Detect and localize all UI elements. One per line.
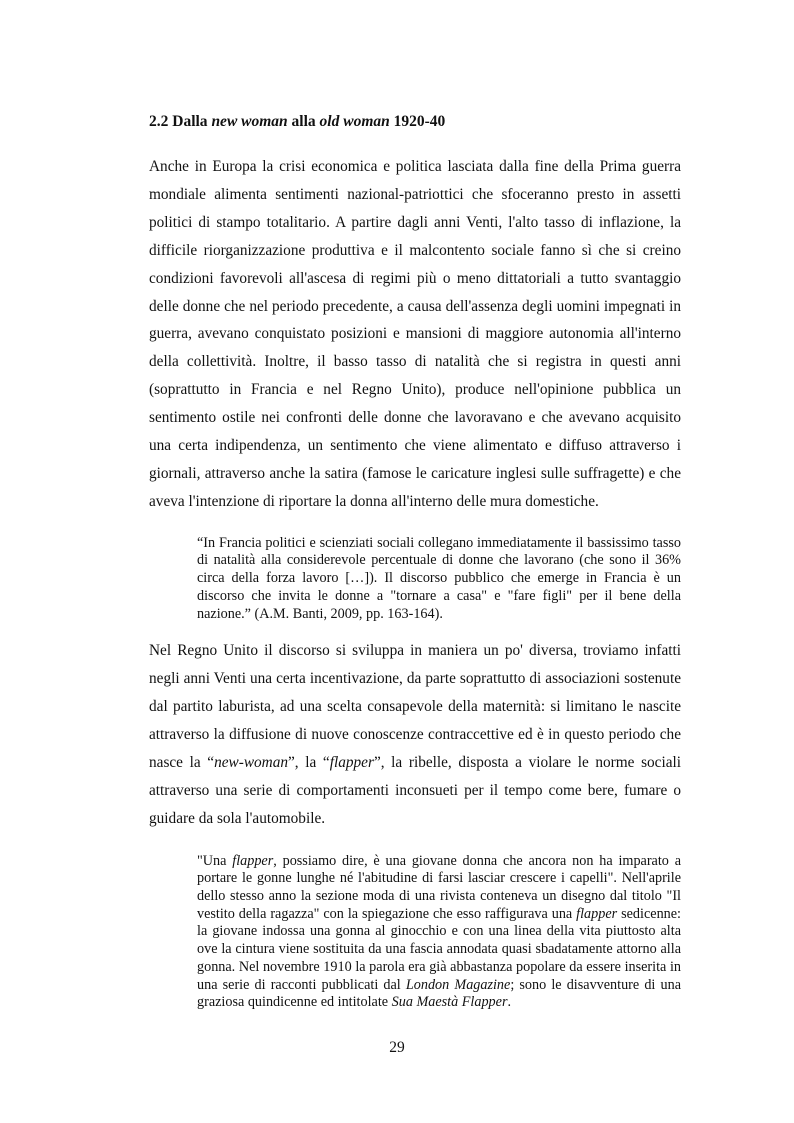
paragraph-2	[149, 637, 681, 832]
heading-prefix: 2.2 Dalla	[149, 113, 212, 130]
block-quote-2	[197, 853, 681, 1012]
heading-suffix: 1920-40	[389, 113, 446, 130]
page-number: 29	[389, 1039, 405, 1056]
quote-2-text-3: sedicenne: la giovane indossa una gonna al ginocchio e con una linea della vita piuttosto alta ove la cintura viene sostituita da una fascia annodata quasi sbadatamente attorno alla gonna. Nel novembre 1910 la parola era già abbastanza popolare da essere inserita in una serie di racconti pubblicati dal	[197, 905, 681, 993]
quote-2-emphasis-title: Sua Maestà Flapper	[391, 994, 508, 1011]
quote-2-emphasis-london-magazine: London Magazine	[405, 976, 511, 993]
paragraph-2-emphasis-flapper: flapper	[329, 753, 374, 771]
page-content	[149, 112, 681, 1012]
paragraph-1: Anche in Europa la crisi economica e politica lasciata dalla fine della Prima guerra mondiale alimenta sentimenti nazional-patriottici che sfoceranno presto in assetti politici di stampo totalitario. A partire dagli anni Venti, l'alto tasso di inflazione, la difficile riorganizzazione produttiva e il malcontento sociale fanno sì che si creino condizioni favorevoli all'ascesa di regimi più o meno dittatoriali a tutto svantaggio delle donne che nel periodo precedente, a causa dell'assenza degli uomini impegnati in guerra, avevano conquistato posizioni e mansioni di maggiore autonomia all'interno della collettività. Inoltre, il basso tasso di natalità che si registra in questi anni (soprattutto in Francia e nel Regno Unito), produce nell'opinione pubblica un sentimento ostile nei confronti delle donne che lavoravano e che avevano acquisito una certa indipendenza, un sentimento che viene alimentato e diffuso attraverso i giornali, attraverso anche la satira (famose le caricature inglesi sulle suffragette) e che aveva l'intenzione di riportare la donna all'interno delle mura domestiche.	[149, 158, 681, 510]
paragraph-2-text-1: Nel Regno Unito il discorso si sviluppa in maniera un po' diversa, troviamo infatti negli anni Venti una certa incentivazione, da parte soprattutto di associazioni sostenute dal partito laburista, ad una scelta consapevole della maternità: si limitano le nascite attraverso la diffusione di nuove conoscenze contraccettive ed è in questo periodo che nasce la “	[149, 642, 681, 771]
section-heading	[149, 112, 681, 132]
paragraph-2-text-3: ”, la ribelle, disposta a violare le norme sociali attraverso una serie di comportamenti inconsueti per il tempo come bere, fumare o guidare da sola l'automobile.	[149, 753, 682, 827]
paragraph-2-emphasis-new-woman: new-woman	[214, 753, 289, 771]
quote-2-emphasis-1: flapper	[232, 852, 274, 869]
quote-2-text-2: , possiamo dire, è una giovane donna che ancora non ha imparato a portare le gonne lunghe né l'abitudine di farsi lasciar crescere i capelli". Nell'aprile dello stesso anno la sezione moda di una rivista conteneva un disegno dal titolo "Il vestito della ragazza" con la spiegazione che esso raffigurava una	[197, 852, 681, 922]
paragraph-2-text-2: ”, la “	[288, 753, 330, 771]
quote-2-text-4: ; sono le disavventure di una graziosa quindicenne ed intitolate	[197, 976, 681, 1011]
quote-2-text-5: .	[507, 994, 512, 1011]
block-quote-1: “In Francia politici e scienziati sociali collegano immediatamente il bassissimo tasso di natalità alla considerevole percentuale di donne che lavorano (che sono il 36% circa della forza lavoro […]). Il discorso pubblico che emerge in Francia è un discorso che invita le donne a "tornare a casa" e "fare figli" per il bene della nazione.” (A.M. Banti, 2009, pp. 163-164).	[197, 534, 681, 622]
heading-mid: alla	[287, 113, 320, 130]
heading-emphasis-new-woman: new woman	[211, 113, 288, 130]
quote-2-emphasis-2: flapper	[576, 905, 618, 922]
quote-2-text-1: "Una	[197, 852, 233, 869]
heading-emphasis-old-woman: old woman	[319, 113, 390, 130]
